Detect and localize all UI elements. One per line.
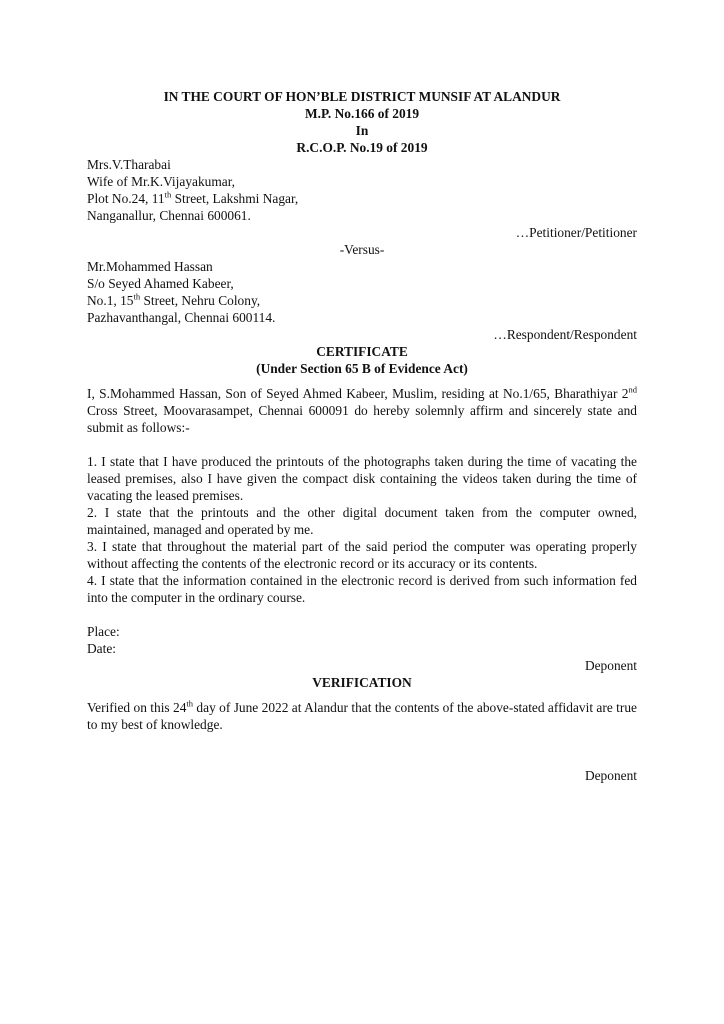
certificate-point: 2. I state that the printouts and the other digital document taken from the computer owned, maintained, managed and operated by me. xyxy=(87,505,637,537)
petitioner-address-line1: Plot No.24, 11th Street, Lakshmi Nagar, xyxy=(87,189,299,206)
certificate-point: 3. I state that throughout the material part of the said period the computer was operating properly without affecting the contents of the electronic record or its accuracy or its contents. xyxy=(87,539,637,571)
verification-deponent: Deponent xyxy=(584,768,637,783)
petitioner-address-line2: Nanganallur, Chennai 600061. xyxy=(87,208,251,223)
certificate-subtitle: (Under Section 65 B of Evidence Act) xyxy=(256,361,468,376)
place-label: Place: xyxy=(87,624,120,639)
respondent-relation: S/o Seyed Ahamed Kabeer, xyxy=(87,276,234,291)
petitioner-relation: Wife of Mr.K.Vijayakumar, xyxy=(87,174,235,189)
petitioner-role: …Petitioner/Petitioner xyxy=(515,225,637,240)
rcop-number: R.C.O.P. No.19 of 2019 xyxy=(296,140,428,155)
date-label: Date: xyxy=(87,641,116,656)
certificate-deponent: Deponent xyxy=(584,658,637,673)
document-page xyxy=(87,88,637,784)
respondent-address-line2: Pazhavanthangal, Chennai 600114. xyxy=(87,310,276,325)
verification-text: Verified on this 24th day of June 2022 at Alandur that the contents of the above-stated affidavit are true to my best of knowledge. xyxy=(87,698,637,732)
certificate-intro: I, S.Mohammed Hassan, Son of Seyed Ahmed Kabeer, Muslim, residing at No.1/65, Bharathiyar 2nd Cross Street, Moovarasampet, Chennai 600091 do hereby solemnly affirm and sincerely state and submit as follows:- xyxy=(87,384,637,435)
certificate-title: CERTIFICATE xyxy=(316,344,408,359)
certificate-point: 1. I state that I have produced the printouts of the photographs taken during the time of vacating the leased premises, also I have given the compact disk containing the videos taken during the time of vacating the leased premises. xyxy=(87,454,637,503)
respondent-name: Mr.Mohammed Hassan xyxy=(87,259,213,274)
respondent-role: …Respondent/Respondent xyxy=(493,327,637,342)
respondent-block xyxy=(87,258,637,343)
certificate-point: 4. I state that the information contained in the electronic record is derived from such information fed into the computer in the ordinary course. xyxy=(87,573,637,605)
mp-number: M.P. No.166 of 2019 xyxy=(304,106,420,121)
court-title: IN THE COURT OF HON’BLE DISTRICT MUNSIF AT ALANDUR xyxy=(163,89,561,104)
petitioner-block xyxy=(87,156,637,241)
verification-title: VERIFICATION xyxy=(312,675,412,690)
in-label: In xyxy=(355,123,369,138)
certificate-points xyxy=(87,453,637,606)
case-header xyxy=(87,88,637,156)
respondent-address-line1: No.1, 15th Street, Nehru Colony, xyxy=(87,291,261,308)
petitioner-name: Mrs.V.Tharabai xyxy=(87,157,171,172)
versus-label: -Versus- xyxy=(339,242,385,257)
